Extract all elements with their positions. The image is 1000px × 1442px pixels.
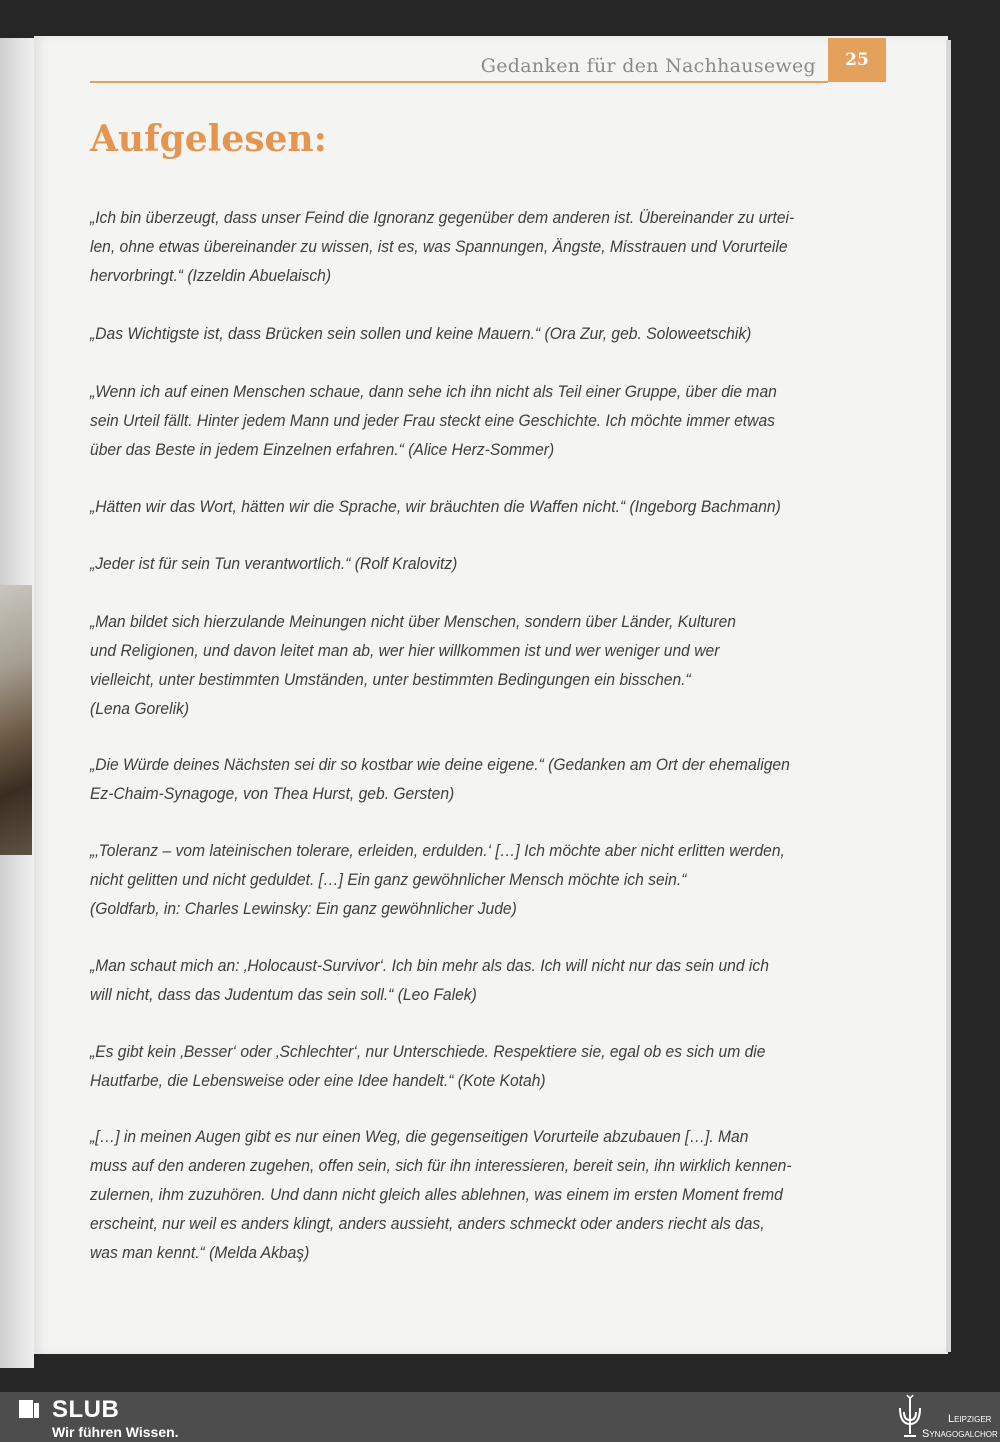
- quote-line: „Man bildet sich hierzulande Meinungen nicht über Menschen, sondern über Länder, Kulturen: [90, 612, 736, 631]
- quote-herz-sommer: [90, 377, 889, 464]
- quote-line: was man kennt.“ (Melda Akbaş): [90, 1243, 310, 1262]
- choir-name-line1: Leipziger: [948, 1413, 992, 1425]
- quote-line: „Wenn ich auf einen Menschen schaue, dann sehe ich ihn nicht als Teil einer Gruppe, über die man: [90, 382, 777, 401]
- quote-akbas: [90, 1122, 889, 1267]
- quote-line: und Religionen, und davon leitet man ab, wer hier willkommen ist und wer weniger und wer: [90, 641, 720, 660]
- book-icon: [18, 1398, 40, 1420]
- quote-line: Ez-Chaim-Synagoge, von Thea Hurst, geb. Gersten): [90, 784, 455, 803]
- quote-line: „‚Toleranz – vom lateinischen tolerare, erleiden, erdulden.‘ […] Ich möchte aber nicht erlitten werden,: [90, 841, 785, 860]
- quote-line: „Hätten wir das Wort, hätten wir die Sprache, wir bräuchten die Waffen nicht.“ (Ingeborg Bachmann): [90, 497, 781, 516]
- quote-line: „Das Wichtigste ist, dass Brücken sein sollen und keine Mauern.“ (Ora Zur, geb. Soloweetschik): [90, 324, 752, 343]
- quote-kotah: [90, 1037, 889, 1095]
- quote-kralovitz: [90, 549, 889, 578]
- quote-line: „[…] in meinen Augen gibt es nur einen Weg, die gegenseitigen Vorurteile abzubauen […]. Man: [90, 1127, 749, 1146]
- page-edge: [946, 40, 951, 1352]
- quote-line: „Die Würde deines Nächsten sei dir so kostbar wie deine eigene.“ (Gedanken am Ort der ehemaligen: [90, 755, 790, 774]
- choir-name-line2: Synagogalchor: [922, 1428, 998, 1440]
- quote-line: vielleicht, unter bestimmten Umständen, unter bestimmten Bedingungen ein bisschen.“: [90, 670, 691, 689]
- page-number: 25: [828, 38, 886, 82]
- header-rule: [90, 81, 828, 83]
- quote-falek: [90, 951, 889, 1009]
- quote-line: über das Beste in jedem Einzelnen erfahren.“ (Alice Herz-Sommer): [90, 440, 555, 459]
- quote-line: len, ohne etwas übereinander zu wissen, ist es, was Spannungen, Ängste, Misstrauen und Vorurteile: [90, 237, 788, 256]
- library-name[interactable]: SLUB: [52, 1396, 120, 1423]
- quote-line: Hautfarbe, die Lebensweise oder eine Idee handelt.“ (Kote Kotah): [90, 1071, 546, 1090]
- quote-line: sein Urteil fällt. Hinter jedem Mann und jeder Frau steckt eine Geschichte. Ich möchte immer etwas: [90, 411, 775, 430]
- quote-line: „Man schaut mich an: ‚Holocaust-Survivor‘. Ich bin mehr als das. Ich will nicht nur das sein und ich: [90, 956, 769, 975]
- running-title: Gedanken für den Nachhauseweg: [480, 55, 816, 77]
- quote-bachmann: [90, 492, 889, 521]
- quote-line: „Es gibt kein ‚Besser‘ oder ‚Schlechter‘, nur Unterschiede. Respektiere sie, egal ob es sich um die: [90, 1042, 766, 1061]
- quote-line: will nicht, dass das Judentum das sein soll.“ (Leo Falek): [90, 985, 477, 1004]
- facing-page-photo: [0, 585, 32, 855]
- library-tagline: Wir führen Wissen.: [52, 1424, 179, 1440]
- quote-line: (Goldfarb, in: Charles Lewinsky: Ein ganz gewöhnlicher Jude): [90, 899, 517, 918]
- quote-hurst: [90, 750, 889, 808]
- quote-gorelik: [90, 607, 889, 723]
- quote-zur: [90, 319, 889, 348]
- quote-line: „Jeder ist für sein Tun verantwortlich.“ (Rolf Kralovitz): [90, 554, 458, 573]
- quote-lewinsky: [90, 836, 889, 923]
- page-title: Aufgelesen:: [90, 118, 327, 160]
- quote-line: hervorbringt.“ (Izzeldin Abuelaisch): [90, 266, 332, 285]
- menorah-icon: [896, 1394, 924, 1440]
- quote-abuelaisch: [90, 203, 889, 290]
- quote-line: erscheint, nur weil es anders klingt, anders aussieht, anders schmeckt oder anders riecht als das,: [90, 1214, 765, 1233]
- quote-line: muss auf den anderen zugehen, offen sein, sich für ihn interessieren, bereit sein, ihn wirklich kennen-: [90, 1156, 792, 1175]
- quote-line: (Lena Gorelik): [90, 699, 190, 718]
- quote-line: zulernen, ihm zuzuhören. Und dann nicht gleich alles ablehnen, was einem im ersten Moment fremd: [90, 1185, 783, 1204]
- quote-line: nicht gelitten und nicht geduldet. […] Ein ganz gewöhnlicher Mensch möchte ich sein.“: [90, 870, 687, 889]
- quote-line: „Ich bin überzeugt, dass unser Feind die Ignoranz gegenüber dem anderen ist. Übereinander zu urtei-: [90, 208, 795, 227]
